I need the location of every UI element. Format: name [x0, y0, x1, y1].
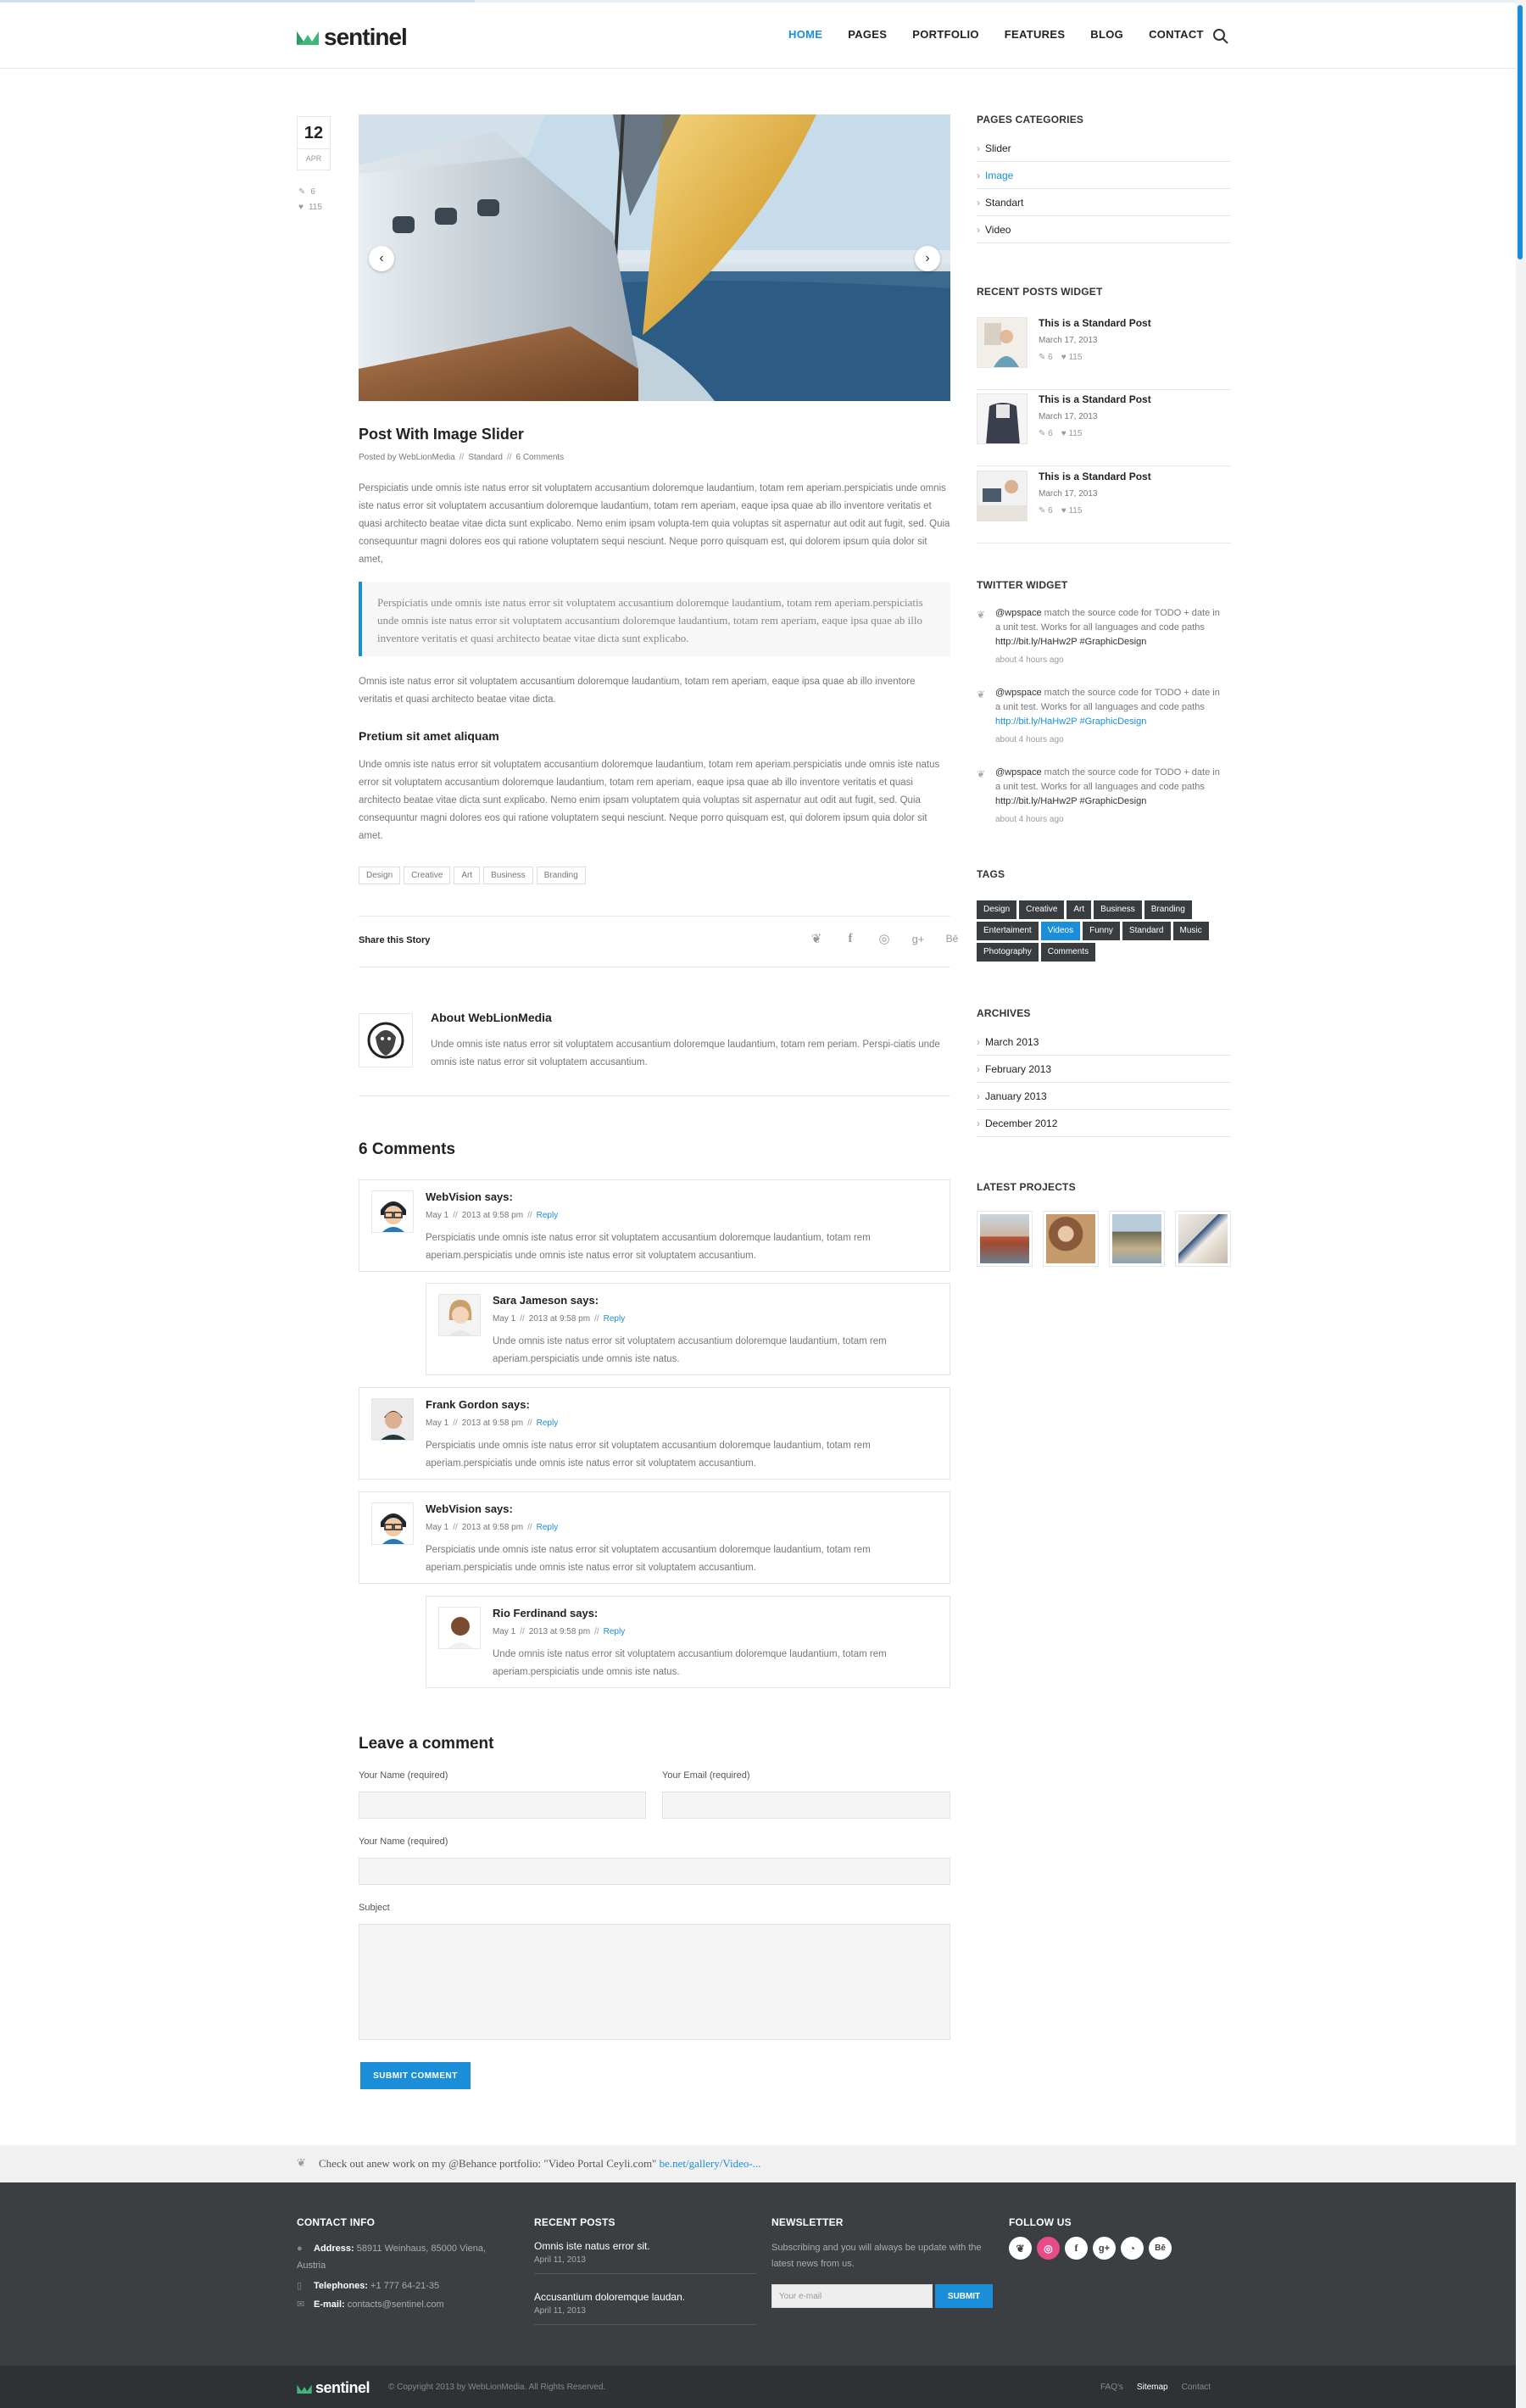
footer-email[interactable]: ✉ E-mail: contacts@sentinel.com: [297, 2296, 444, 2313]
tweet-user[interactable]: @wpspace: [995, 608, 1042, 618]
comment-text: Unde omnis iste natus error sit voluptatem accusantium doloremque laudantium, totam rem aperiam.perspiciatis unde omnis iste natus.: [493, 1336, 887, 1364]
sailboat-photo: [359, 114, 950, 401]
email-label: Your Email (required): [662, 1770, 750, 1781]
recent-post-date: March 17, 2013: [1039, 412, 1098, 421]
category-item[interactable]: › Video: [977, 216, 1231, 243]
post-tag[interactable]: Branding: [537, 867, 586, 884]
tag-chip[interactable]: Creative: [1019, 900, 1064, 919]
divider: [359, 1095, 950, 1096]
name-label: Your Name (required): [359, 1770, 448, 1781]
map-pin-icon: ●: [297, 2244, 303, 2254]
archive-item[interactable]: › March 2013: [977, 1028, 1231, 1056]
post-subheading: Pretium sit amet aliquam: [359, 729, 499, 743]
category-item[interactable]: › Slider: [977, 135, 1231, 162]
comment-item: [426, 1596, 950, 1688]
footer-recent-title-text: Accusantium doloremque laudan.: [534, 2291, 686, 2303]
post-day: 12: [298, 117, 330, 149]
footer-follow-title: FOLLOW US: [1009, 2216, 1072, 2228]
tweet-user[interactable]: @wpspace: [995, 767, 1042, 778]
behance-icon[interactable]: Bē: [945, 933, 959, 945]
comment-item: [359, 1387, 950, 1480]
post-tag[interactable]: Design: [359, 867, 400, 884]
recent-post-counts: [1039, 506, 1082, 516]
commenter-name: WebVision says:: [426, 1502, 513, 1515]
commenter-avatar: [438, 1294, 481, 1336]
tweet-text: match the source code for TODO + date in a unit test. Works for all languages and code paths: [995, 608, 1220, 633]
tweet-text: match the source code for TODO + date in a unit test. Works for all languages and code paths: [995, 688, 1220, 712]
twitter-title: TWITTER WIDGET: [977, 579, 1068, 591]
newsletter-text: Subscribing and you will always be update with the latest news from us.: [771, 2243, 982, 2269]
tweet-time: about 4 hours ago: [995, 815, 1064, 824]
footer-logo[interactable]: [297, 2379, 370, 2397]
footer-recent-date: April 11, 2013: [534, 2306, 586, 2316]
recent-post-thumb: [977, 393, 1028, 444]
tweet-time: about 4 hours ago: [995, 735, 1064, 744]
heart-icon: ♥: [298, 203, 304, 212]
post-author-link[interactable]: Posted by WebLionMedia: [359, 453, 455, 462]
recent-post-thumb: [977, 317, 1028, 368]
reply-link[interactable]: Reply: [536, 1419, 559, 1428]
share-label: Share this Story: [359, 935, 431, 945]
comment-date: May 1 // 2013 at 9:58 pm // Reply: [426, 1419, 559, 1428]
comment-item: [359, 1179, 950, 1272]
tag-chip[interactable]: Art: [1067, 900, 1091, 919]
leave-comment-title: Leave a comment: [359, 1735, 494, 1753]
facebook-icon[interactable]: f: [848, 931, 853, 945]
category-item[interactable]: › Image: [977, 162, 1231, 189]
categories-list: [977, 135, 1231, 243]
recent-post-item[interactable]: [977, 390, 1231, 466]
nav-home[interactable]: HOME: [788, 28, 823, 41]
newsletter-email-input[interactable]: Your e-mail: [771, 2284, 933, 2308]
twitter-icon[interactable]: ❦: [810, 932, 822, 946]
name-field[interactable]: [359, 1792, 646, 1819]
tag-chip[interactable]: Music: [1173, 922, 1209, 940]
nav-blog[interactable]: BLOG: [1090, 28, 1124, 41]
post-month: APR: [305, 154, 322, 163]
recent-post-item[interactable]: [977, 467, 1231, 543]
reply-link[interactable]: Reply: [603, 1314, 626, 1324]
project-thumb[interactable]: [1175, 1211, 1231, 1267]
tag-chip[interactable]: Business: [1094, 900, 1142, 919]
reply-link[interactable]: Reply: [536, 1211, 559, 1220]
behance-icon[interactable]: Bē: [1149, 2237, 1172, 2260]
tweet-time: about 4 hours ago: [995, 655, 1064, 665]
author-avatar: [359, 1013, 413, 1067]
comment-text: Perspiciatis unde omnis iste natus error sit voluptatem accusantium doloremque laudantium, totam rem aperiam.perspiciatis unde omnis iste natus error sit voluptatem accusantium.: [426, 1545, 871, 1573]
nav-pages[interactable]: PAGES: [848, 28, 888, 41]
scrollbar-thumb[interactable]: [1518, 5, 1523, 259]
latest-tweet-bar: [0, 2145, 1516, 2182]
comment-icon: ✎ 6: [1039, 429, 1053, 438]
recent-post-title: This is a Standard Post: [1039, 393, 1151, 405]
nav-contact[interactable]: CONTACT: [1149, 28, 1204, 41]
twitter-bird-icon: ❦: [977, 688, 986, 700]
post-tag[interactable]: Business: [483, 867, 533, 884]
comment-icon: ✎: [298, 187, 306, 197]
faq-link[interactable]: FAQ's: [1100, 2383, 1123, 2392]
scrollbar-track[interactable]: [1516, 0, 1526, 2408]
commenter-name: WebVision says:: [426, 1190, 513, 1203]
chevron-right-icon: ›: [925, 251, 930, 265]
tag-chip[interactable]: Photography: [977, 943, 1039, 962]
post-blockquote: Perspiciatis unde omnis iste natus error sit voluptatem accusantium doloremque laudantium, totam rem aperiam.perspiciatis unde omnis iste natus error sit voluptatem accusantium doloremque laudantium, totam rem aperiam, eaque ipsa quae ab illo inventore veritatis et quasi architecto beatae vitae dicta sunt explicabo.: [359, 582, 950, 656]
nav-features[interactable]: FEATURES: [1004, 28, 1066, 41]
google-plus-icon[interactable]: g+: [911, 932, 925, 945]
comment-icon: ✎ 6: [1039, 506, 1053, 516]
contact-link[interactable]: Contact: [1181, 2383, 1211, 2392]
post-meta: Posted by WebLionMedia // Standard // 6 Comments: [359, 453, 565, 462]
recent-post-item[interactable]: [977, 314, 1231, 390]
subject-textarea[interactable]: [359, 1924, 950, 2040]
footer-recent-date: April 11, 2013: [534, 2255, 586, 2265]
post-comments-link[interactable]: 6 Comments: [515, 453, 565, 462]
sitemap-link[interactable]: Sitemap: [1136, 2383, 1168, 2392]
search-icon[interactable]: [1212, 28, 1229, 45]
comment-date: May 1 // 2013 at 9:58 pm // Reply: [493, 1314, 626, 1324]
post-tag[interactable]: Creative: [404, 867, 450, 884]
tweet-item: [977, 606, 1231, 667]
twitter-bird-icon: ❦: [297, 2156, 306, 2169]
tweetbar-text: Check out anew work on my @Behance portfolio: "Video Portal Ceyli.com": [319, 2157, 657, 2170]
tweet-link[interactable]: http://bit.ly/HaHw2P #GraphicDesign: [995, 716, 1147, 727]
facebook-icon[interactable]: f: [1065, 2237, 1088, 2260]
categories-title: PAGES CATEGORIES: [977, 114, 1084, 125]
heart-icon: ♥ 115: [1061, 353, 1083, 362]
recent-posts-title: RECENT POSTS WIDGET: [977, 286, 1103, 298]
author-name: About WebLionMedia: [431, 1011, 552, 1024]
chevron-left-icon: ‹: [379, 251, 384, 265]
comment-count-value: 6: [310, 187, 315, 197]
recent-post-counts: [1039, 429, 1082, 438]
comment-text: Perspiciatis unde omnis iste natus error sit voluptatem accusantium doloremque laudantium, totam rem aperiam.perspiciatis unde omnis iste natus error sit voluptatem accusantium.: [426, 1233, 871, 1261]
reply-link[interactable]: Reply: [536, 1523, 559, 1532]
post-paragraph-1: Perspiciatis unde omnis iste natus error sit voluptatem accusantium doloremque laudantium, totam rem aperiam.perspiciatis unde omnis iste natus error sit voluptatem accusantium doloremque laudantium, totam rem aperiam, eaque ipsa quae ab illo inventore veritatis et quasi architecto beatae vitae dicta sunt explicabo. Nemo enim ipsam volupta-tem quia voluptas sit aspernatur aut odit aut fugit, sed. Quia consequuntur magni dolores eos qui ratione voluptatem sequi nesciunt. Neque porro quisquam est, qui dolorem ipsum quia dolor sit amet,: [359, 483, 950, 565]
copyright: © Copyright 2013 by WebLionMedia. All Rights Reserved.: [388, 2383, 606, 2392]
tweet-user[interactable]: @wpspace: [995, 688, 1042, 698]
commenter-avatar: [371, 1398, 414, 1441]
logo-mark-icon: [297, 30, 319, 45]
rss-icon[interactable]: ◔: [1121, 2237, 1144, 2260]
recent-post-thumb: [977, 471, 1028, 521]
footer-logo-text: sentinel: [315, 2379, 370, 2396]
heart-icon: ♥ 115: [1061, 506, 1083, 516]
archives-list: [977, 1028, 1231, 1137]
dribbble-icon[interactable]: ◎: [1037, 2237, 1060, 2260]
bottom-bar: [0, 2366, 1516, 2408]
project-thumb[interactable]: [977, 1211, 1033, 1267]
commenter-name: Sara Jameson says:: [493, 1294, 599, 1307]
tag-cloud: [977, 900, 1239, 962]
comment-date: May 1 // 2013 at 9:58 pm // Reply: [493, 1627, 626, 1636]
latest-projects: [977, 1211, 1231, 1267]
recent-post-counts: [1039, 353, 1082, 362]
comment-text: Unde omnis iste natus error sit voluptatem accusantium doloremque laudantium, totam rem aperiam.perspiciatis unde omnis iste natus.: [493, 1649, 887, 1677]
archive-item[interactable]: › December 2012: [977, 1110, 1231, 1137]
heart-icon: ♥ 115: [1061, 429, 1083, 438]
comment-date: May 1 // 2013 at 9:58 pm // Reply: [426, 1523, 559, 1532]
reply-link[interactable]: Reply: [603, 1627, 626, 1636]
tag-chip[interactable]: Standard: [1122, 922, 1171, 940]
commenter-name: Frank Gordon says:: [426, 1398, 530, 1411]
site-header: [0, 3, 1516, 69]
post-paragraph-2: Omnis iste natus error sit voluptatem accusantium doloremque laudantium, totam rem aperiam, eaque ipsa quae ab illo inventore veritatis et quasi architecto beatae vitae dicta.: [359, 677, 916, 705]
name2-field[interactable]: [359, 1858, 950, 1885]
twitter-bird-icon: ❦: [977, 768, 986, 780]
archive-item[interactable]: › January 2013: [977, 1083, 1231, 1110]
tweet-link[interactable]: http://bit.ly/HaHw2P #GraphicDesign: [995, 796, 1147, 806]
bottom-links: [1100, 2383, 1211, 2392]
footer-recent-title: RECENT POSTS: [534, 2216, 615, 2228]
post-tags: [359, 867, 586, 884]
mail-icon: ✉: [297, 2299, 305, 2310]
comment-item: [359, 1491, 950, 1584]
phone-icon: ▯: [297, 2281, 303, 2291]
tag-chip[interactable]: Funny: [1083, 922, 1120, 940]
dribbble-icon[interactable]: ◎: [878, 932, 890, 946]
tag-chip[interactable]: Design: [977, 900, 1016, 919]
submit-comment-button[interactable]: SUBMIT COMMENT: [360, 2062, 471, 2089]
footer-address: ● Address: 58911 Weinhaus, 85000 Viena, Austria: [297, 2240, 509, 2274]
tag-chip[interactable]: Videos: [1041, 922, 1080, 940]
footer-recent-item[interactable]: [534, 2291, 756, 2325]
nav-portfolio[interactable]: PORTFOLIO: [912, 28, 979, 41]
comments-title: 6 Comments: [359, 1140, 456, 1158]
logo-text: sentinel: [324, 24, 407, 50]
tag-chip[interactable]: Entertaiment: [977, 922, 1039, 940]
post-title: Post With Image Slider: [359, 426, 524, 443]
commenter-avatar: [371, 1502, 414, 1545]
social-links: [1009, 2237, 1172, 2260]
post-tag[interactable]: Art: [454, 867, 480, 884]
tweet-item: [977, 686, 1231, 747]
tags-title: TAGS: [977, 868, 1005, 880]
post-paragraph-3: Unde omnis iste natus error sit voluptatem accusantium doloremque laudantium, totam rem aperiam.perspiciatis unde omnis iste natus error sit voluptatem accusantium doloremque laudantium, totam rem aperiam, eaque ipsa quae ab illo inventore veritatis et quasi architecto beatae vitae dicta sunt explicabo. Nemo enim ipsam voluptatem quia voluptas sit aspernatur aut odit aut fugit, sed. Quia consequuntur magni dolores eos qui ratione voluptatem sequi nesciunt. Neque porro quisquam est, qui dolorem ipsum quia dolor sit amet.: [359, 760, 940, 841]
main-nav: [788, 28, 1229, 41]
google-plus-icon[interactable]: g+: [1093, 2237, 1116, 2260]
name2-label: Your Name (required): [359, 1837, 448, 1847]
recent-post-date: March 17, 2013: [1039, 336, 1098, 345]
comment-item: [426, 1283, 950, 1375]
comment-date: May 1 // 2013 at 9:58 pm // Reply: [426, 1211, 559, 1220]
footer-newsletter-title: NEWSLETTER: [771, 2216, 844, 2228]
archives-title: ARCHIVES: [977, 1007, 1031, 1019]
archive-item[interactable]: › February 2013: [977, 1056, 1231, 1083]
site-footer: [0, 2182, 1516, 2366]
email-field[interactable]: [662, 1792, 950, 1819]
recent-post-date: March 17, 2013: [1039, 489, 1098, 499]
twitter-bird-icon: ❦: [977, 609, 986, 621]
footer-contact-title: CONTACT INFO: [297, 2216, 376, 2228]
latest-projects-title: LATEST PROJECTS: [977, 1181, 1076, 1193]
slider-next-button[interactable]: [915, 246, 940, 271]
recent-post-title: This is a Standard Post: [1039, 317, 1151, 329]
comment-icon: ✎ 6: [1039, 353, 1053, 362]
like-count-value: 115: [308, 203, 322, 212]
tag-chip[interactable]: Branding: [1144, 900, 1192, 919]
commenter-avatar: [438, 1607, 481, 1649]
slider-prev-button[interactable]: [369, 246, 394, 271]
footer-recent-title-text: Omnis iste natus error sit.: [534, 2240, 650, 2252]
post-like-count[interactable]: [298, 203, 322, 212]
site-logo[interactable]: [297, 25, 407, 50]
footer-recent-item[interactable]: [534, 2240, 756, 2274]
lion-logo-icon: [365, 1020, 406, 1061]
footer-phone: ▯ Telephones: +1 777 64-21-35: [297, 2277, 439, 2294]
twitter-icon[interactable]: ❦: [1009, 2237, 1032, 2260]
project-thumb[interactable]: [1043, 1211, 1099, 1267]
tweet-link[interactable]: http://bit.ly/HaHw2P #GraphicDesign: [995, 637, 1147, 647]
tag-chip[interactable]: Comments: [1041, 943, 1095, 962]
post-comment-count[interactable]: [298, 187, 315, 197]
post-category-link[interactable]: Standard: [468, 453, 503, 462]
commenter-name: Rio Ferdinand says:: [493, 1607, 599, 1619]
author-bio: Unde omnis iste natus error sit voluptatem accusantium doloremque laudantium, totam rem periam. Perspi-ciatis unde omnis iste natus error sit voluptatem accusantium.: [431, 1040, 940, 1067]
recent-post-title: This is a Standard Post: [1039, 471, 1151, 482]
divider: [359, 916, 950, 917]
tweet-item: [977, 766, 1231, 827]
tweetbar-link[interactable]: be.net/gallery/Video-...: [659, 2157, 761, 2170]
post-date-box: [297, 116, 331, 170]
logo-mark-icon: [297, 2383, 312, 2394]
post-image-slider[interactable]: [359, 114, 950, 401]
tweet-text: match the source code for TODO + date in a unit test. Works for all languages and code paths: [995, 767, 1220, 792]
newsletter-submit-button[interactable]: SUBMIT: [935, 2284, 993, 2308]
subject-label: Subject: [359, 1903, 390, 1913]
category-item[interactable]: › Standart: [977, 189, 1231, 216]
comment-text: Perspiciatis unde omnis iste natus error sit voluptatem accusantium doloremque laudantium, totam rem aperiam.perspiciatis unde omnis iste natus error sit voluptatem accusantium.: [426, 1441, 871, 1469]
project-thumb[interactable]: [1109, 1211, 1165, 1267]
share-icons: [810, 931, 959, 946]
commenter-avatar: [371, 1190, 414, 1233]
